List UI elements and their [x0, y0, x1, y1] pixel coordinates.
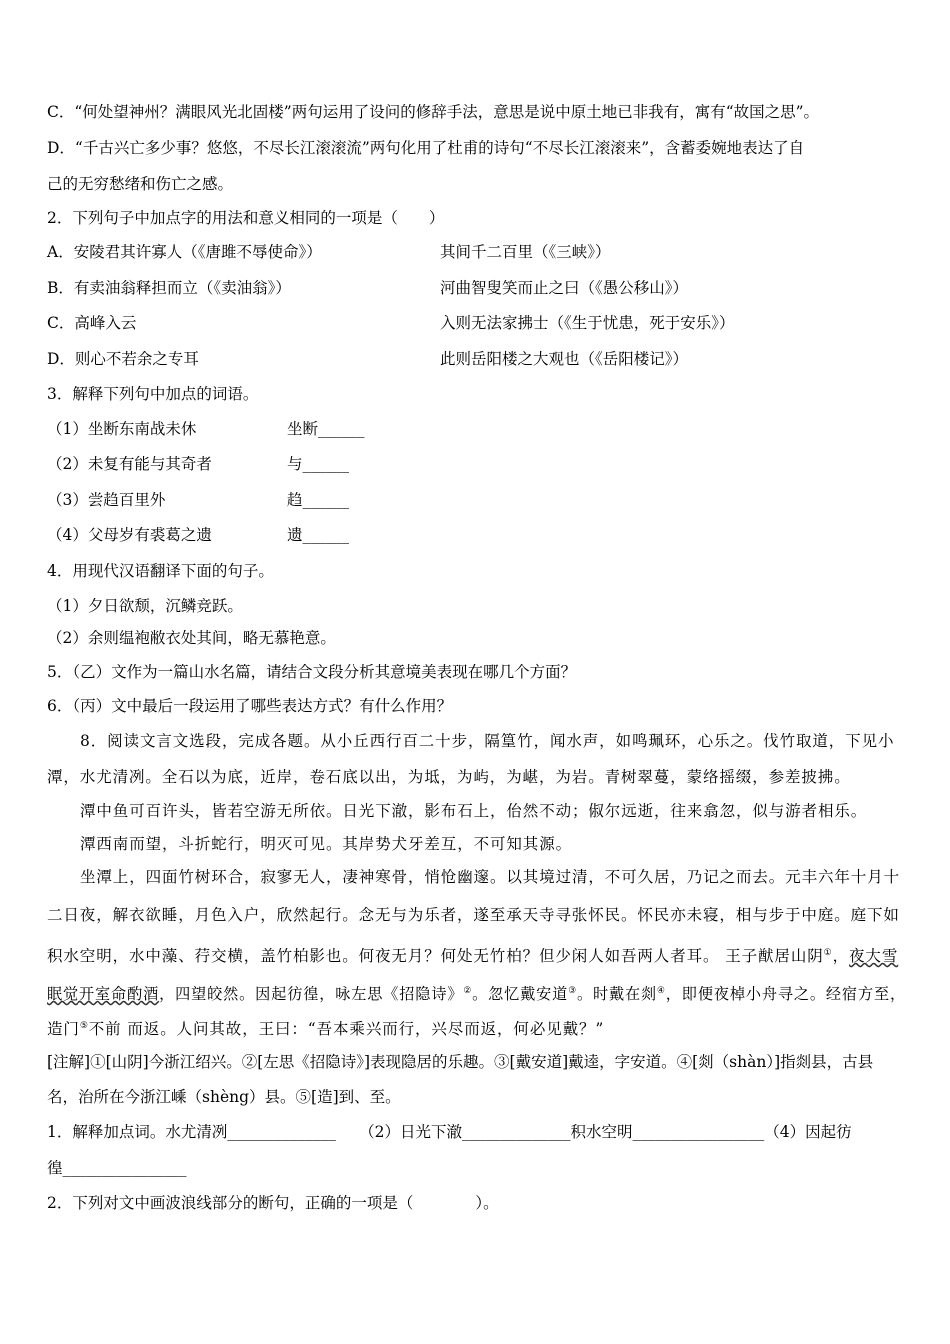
passage-8-line-1: 8．阅读文言文选段，完成各题。从小丘西行百二十步，隔篁竹，闻水声，如鸣珮环，心乐之。伐竹取道，下见小 [80, 732, 895, 750]
footnote-marker-2: ② [463, 986, 473, 996]
passage-8-line-2: 潭，水尤清冽。全石以为底，近岸，卷石底以出，为坻，为屿，为嵁，为岩。青树翠蔓，蒙络摇缀，参差披拂。 [47, 768, 851, 786]
q3-item-1 [47, 419, 365, 439]
passage-8-line-9-text-a: 造门 [47, 1020, 80, 1039]
passage-8-line-8-text-d: ，即便夜棹小舟寻之。经宿方至， [665, 985, 907, 1004]
q2-option-c [47, 313, 735, 333]
q8-1-line-1: 1．解释加点词。水尤清冽______________ （2）日光下澈______________积水空明_________________（4）因起彷 [47, 1123, 852, 1141]
question-3: 3．解释下列句中加点的词语。 [47, 385, 259, 403]
q2-option-d [47, 349, 689, 369]
passage-8-line-8-text-a: ，四望皎然。因起彷徨，咏左思《招隐诗》 [159, 985, 464, 1004]
q3-item-3 [47, 490, 350, 510]
option-d-line: D．“千古兴亡多少事？悠悠，不尽长江滚滚流”两句化用了杜甫的诗句“不尽长江滚滚来”，含蓄委婉地表达了自 [47, 139, 805, 157]
q3-item-1-blank: 坐断______ [287, 420, 365, 438]
passage-8-line-9 [47, 1016, 604, 1039]
passage-8-line-8-text-c: 。时戴在剡 [576, 985, 658, 1004]
option-d-continuation: 己的无穷愁绪和伤亡之感。 [47, 175, 234, 193]
q3-item-1-sentence: （1）坐断东南战未休 [47, 420, 197, 438]
q2-option-a-left: A．安陵君其许寡人（《唐雎不辱使命》） [47, 243, 322, 261]
q3-item-2 [47, 454, 350, 474]
q2-option-c-right: 入则无法家拂士（《生于忧患，死于安乐》） [440, 314, 735, 332]
question-2: 2．下列句子中加点字的用法和意义相同的一项是（ ） [47, 209, 445, 227]
option-c-line: C．“何处望神州？满眼风光北固楼”两句运用了设问的修辞手法，意思是说中原土地已非我有，寓有“故国之思”。 [47, 103, 820, 121]
passage-8-line-3: 潭中鱼可百许头，皆若空游无所依。日光下澈，影布石上，佁然不动；俶尔远逝，往来翕忽，似与游者相乐。 [80, 802, 868, 820]
passage-8-line-6: 二日夜，解衣欲睡，月色入户，欣然起行。念无与为乐者，遂至承天寺寻张怀民。怀民亦未寝，相与步于中庭。庭下如 [47, 906, 900, 924]
annotation-line-2: 名，治所在今浙江嵊（shèng）县。⑤[造]到、至。 [47, 1088, 401, 1106]
footnote-marker-1: ① [823, 948, 833, 958]
q2-option-b-right: 河曲智叟笑而止之曰（《愚公移山》） [440, 279, 689, 297]
passage-8-line-5: 坐潭上，四面竹树环合，寂寥无人，凄神寒骨，悄怆幽邃。以其境过清，不可久居，乃记之而去。元丰六年十月十 [80, 868, 901, 886]
q2-option-d-left: D．则心不若余之专耳 [47, 350, 199, 368]
footnote-marker-4: ④ [657, 986, 666, 996]
passage-8-line-8-text-b: 。忽忆戴安道 [472, 985, 569, 1004]
question-6: 6．（丙）文中最后一段运用了哪些表达方式？有什么作用？ [47, 697, 453, 715]
passage-8-line-9-text-b: 不前 而返。人问其故，王曰：“吾本乘兴而行，兴尽而返，何必见戴？” [88, 1020, 605, 1039]
passage-8-line-4: 潭西南而望，斗折蛇行，明灭可见。其岸势犬牙差互，不可知其源。 [80, 835, 573, 853]
question-5: 5．（乙）文作为一篇山水名篇，请结合文段分析其意境美表现在哪几个方面？ [47, 663, 577, 681]
wavy-underlined-text-2: 眠觉开室命酌酒 [47, 985, 160, 1004]
passage-8-line-8 [47, 981, 906, 1004]
q3-item-4 [47, 525, 350, 545]
q8-1-line-2: 徨________________ [47, 1159, 187, 1177]
q3-item-3-blank: 趋______ [287, 491, 350, 509]
footnote-marker-3: ③ [568, 986, 577, 996]
q4-item-2: （2）余则缊袍敝衣处其间，略无慕艳意。 [47, 629, 336, 647]
q3-item-3-sentence: （3）尝趋百里外 [47, 491, 166, 509]
passage-8-line-7 [47, 943, 898, 966]
q4-item-1: （1）夕日欲颓，沉鳞竞跃。 [47, 597, 243, 615]
q2-option-d-right: 此则岳阳楼之大观也（《岳阳楼记》） [440, 350, 689, 368]
q3-item-4-blank: 遗______ [287, 526, 350, 544]
q3-item-2-sentence: （2）未复有能与其奇者 [47, 455, 212, 473]
passage-8-line-7-comma: ， [832, 947, 850, 966]
q3-item-4-sentence: （4）父母岁有裘葛之遗 [47, 526, 212, 544]
q8-2: 2．下列对文中画波浪线部分的断句，正确的一项是（ ）。 [47, 1194, 499, 1212]
footnote-marker-5: ⑤ [79, 1021, 89, 1031]
q2-option-b-left: B．有卖油翁释担而立（《卖油翁》） [47, 279, 291, 297]
annotation-line-1: [注解]①[山阴]今浙江绍兴。②[左思《招隐诗》]表现隐居的乐趣。③[戴安道]戴逵，字安道。④[剡（shàn）]指剡县，古县 [47, 1053, 874, 1071]
q3-item-2-blank: 与______ [287, 455, 350, 473]
q2-option-a-right: 其间千二百里（《三峡》） [440, 243, 611, 261]
q2-option-a [47, 242, 611, 262]
q2-option-b [47, 278, 689, 298]
q2-option-c-left: C．高峰入云 [47, 314, 137, 332]
passage-8-line-7-text: 积水空明，水中藻、荇交横，盖竹柏影也。何夜无月？何处无竹柏？但少闲人如吾两人者耳。 王子猷居山阴 [47, 947, 824, 966]
wavy-underlined-text-1: 夜大雪 [849, 947, 899, 966]
question-4: 4．用现代汉语翻译下面的句子。 [47, 562, 274, 580]
